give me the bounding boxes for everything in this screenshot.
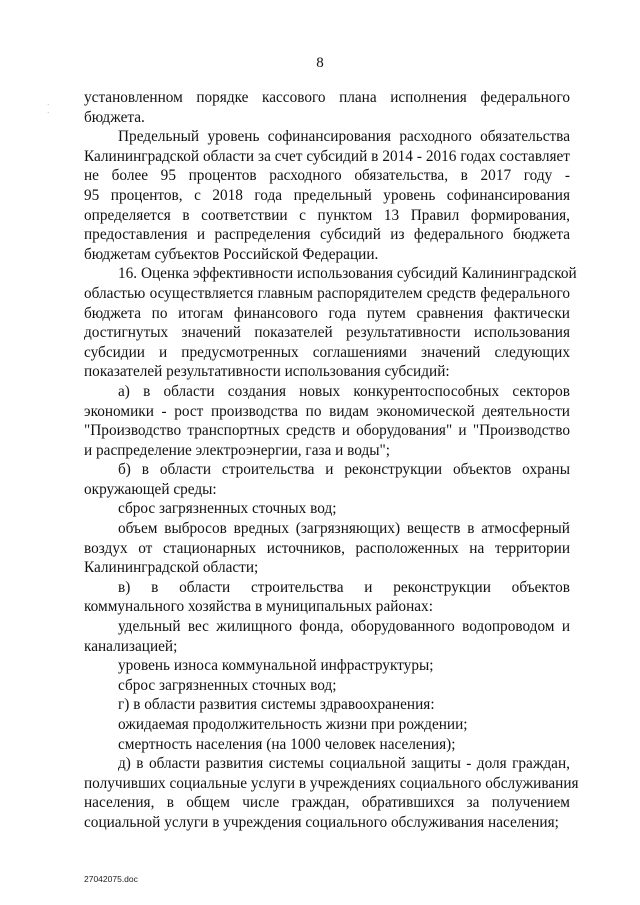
body-line: бюджетам субъектов Российской Федерации.	[84, 245, 379, 263]
body-line: объем выбросов вредных (загрязняющих) веществ в атмосферный	[118, 520, 570, 538]
body-line: областью осуществляется главным распорядителем средств федерального	[84, 284, 570, 302]
document-filename-footer: 27042075.doc	[84, 874, 138, 884]
document-body	[84, 88, 579, 833]
body-line: смертность населения (на 1000 человек населения);	[118, 735, 456, 753]
body-line: окружающей среды:	[84, 480, 217, 498]
body-line: "Производство транспортных средств и оборудования" и "Производство	[84, 422, 570, 440]
body-line: установленном порядке кассового плана исполнения федерального	[84, 89, 570, 106]
body-line: бюджета.	[84, 108, 145, 126]
body-line: удельный вес жилищного фонда, оборудованного водопроводом и	[118, 618, 570, 636]
body-line: бюджета по итогам финансового года путем сравнения фактически	[84, 304, 570, 322]
body-line: б) в области строительства и реконструкции объектов охраны	[118, 461, 570, 479]
body-line: канализацией;	[84, 637, 178, 655]
body-line: населения, в общем числе граждан, обратившихся за получением	[84, 794, 570, 812]
body-line: социальной услуги в учреждения социального обслуживания населения;	[84, 813, 559, 831]
body-line: д) в области развития системы социальной защиты - доля граждан,	[118, 755, 570, 773]
body-line: не более 95 процентов расходного обязательства, в 2017 году -	[84, 167, 570, 185]
body-line: 16. Оценка эффективности использования субсидий Калининградской	[118, 265, 577, 283]
body-line: уровень износа коммунальной инфраструктуры;	[118, 657, 434, 675]
body-line: г) в области развития системы здравоохранения:	[118, 696, 435, 714]
body-line: ожидаемая продолжительность жизни при рождении;	[118, 716, 468, 733]
body-line: сброс загрязненных сточных вод;	[118, 500, 337, 518]
body-line: достигнутых значений показателей результативности использования	[84, 324, 570, 342]
body-line: получивших социальные услуги в учреждениях социального обслуживания	[84, 774, 579, 792]
body-line: субсидии и предусмотренных соглашениями значений следующих	[84, 343, 570, 361]
body-line: Предельный уровень софинансирования расходного обязательства	[118, 128, 570, 146]
body-line: показателей результативности использования субсидий:	[84, 363, 450, 381]
body-line: коммунального хозяйства в муниципальных районах:	[84, 598, 433, 616]
body-line: а) в области создания новых конкурентоспособных секторов	[118, 382, 570, 400]
body-line: воздух от стационарных источников, расположенных на территории	[84, 539, 570, 557]
body-line: сброс загрязненных сточных вод;	[118, 676, 337, 694]
body-line: определяется в соответствии с пунктом 13 Правил формирования,	[84, 206, 570, 224]
body-line: и распределение электроэнергии, газа и воды";	[84, 441, 391, 459]
page-number: 8	[316, 55, 324, 71]
margin-mark: · ·	[47, 101, 50, 117]
body-line: предоставления и распределения субсидий из федерального бюджета	[84, 226, 570, 244]
body-line: 95 процентов, с 2018 года предельный уровень софинансирования	[84, 186, 570, 204]
body-line: экономики - рост производства по видам экономической деятельности	[84, 402, 570, 420]
body-line: Калининградской области за счет субсидий в 2014 - 2016 годах составляет	[84, 147, 570, 165]
body-line: в) в области строительства и реконструкции объектов	[118, 578, 570, 596]
body-line: Калининградской области;	[84, 559, 259, 577]
